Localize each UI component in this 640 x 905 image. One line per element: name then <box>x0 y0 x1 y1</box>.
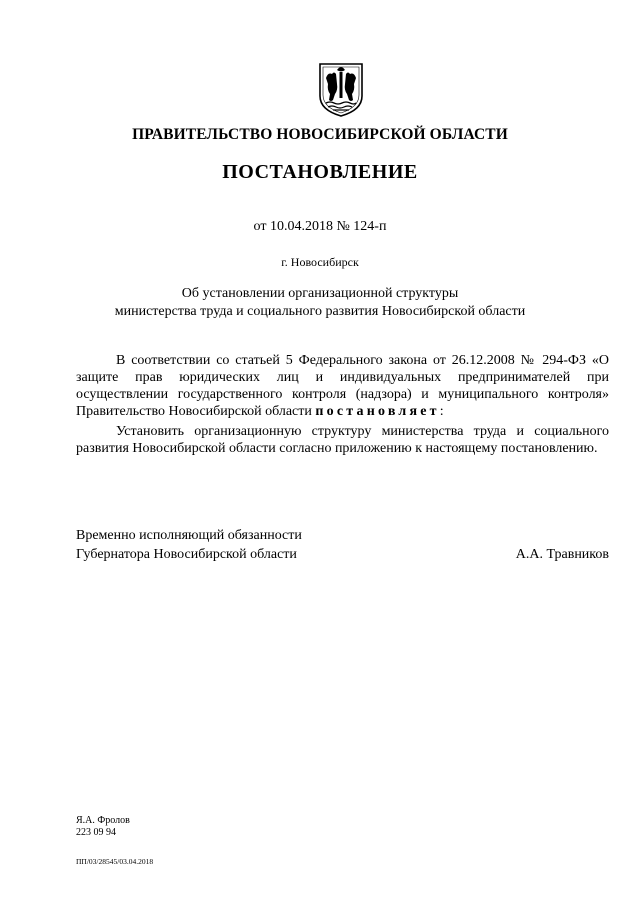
signature-block <box>76 526 609 564</box>
executor-phone: 223 09 94 <box>76 827 116 838</box>
government-name: ПРАВИТЕЛЬСТВО НОВОСИБИРСКОЙ ОБЛАСТИ <box>132 126 508 143</box>
subject-line-1: Об установлении организационной структуры <box>181 286 459 301</box>
signatory-name: А.А. Травников <box>515 547 609 562</box>
document-code: ПП/03/28545/03.04.2018 <box>76 857 154 866</box>
resolution-keyword: постановляет <box>315 404 440 419</box>
paragraph-2-text: Установить организационную структуру министерства труда и социального развития Новосибирской области согласно приложению к настоящему постановлению. <box>76 424 609 456</box>
body-paragraph-1 <box>76 352 609 420</box>
signatory-position-line-2: Губернатора Новосибирской области <box>76 547 297 562</box>
signatory-position-line-1: Временно исполняющий обязанности <box>76 528 302 543</box>
document-city: г. Новосибирск <box>281 255 359 269</box>
subject-line-2: министерства труда и социального развития Новосибирской области <box>114 304 526 319</box>
paragraph-1-end: : <box>439 404 444 419</box>
body-paragraph-2 <box>76 423 609 457</box>
paragraph-1-text: В соответствии со статьей 5 Федерального закона от 26.12.2008 № 294-ФЗ «О защите прав юридических лиц и индивидуальных предпринимателей при осуществлении государственного контроля (надзора) и муниципального контроля» Правительство Новосибирской области <box>76 353 609 419</box>
document-date-number: от 10.04.2018 № 124-п <box>253 219 387 234</box>
document-type-title: ПОСТАНОВЛЕНИЕ <box>222 161 418 183</box>
coat-of-arms-icon <box>317 62 365 118</box>
executor-name: Я.А. Фролов <box>76 815 130 826</box>
